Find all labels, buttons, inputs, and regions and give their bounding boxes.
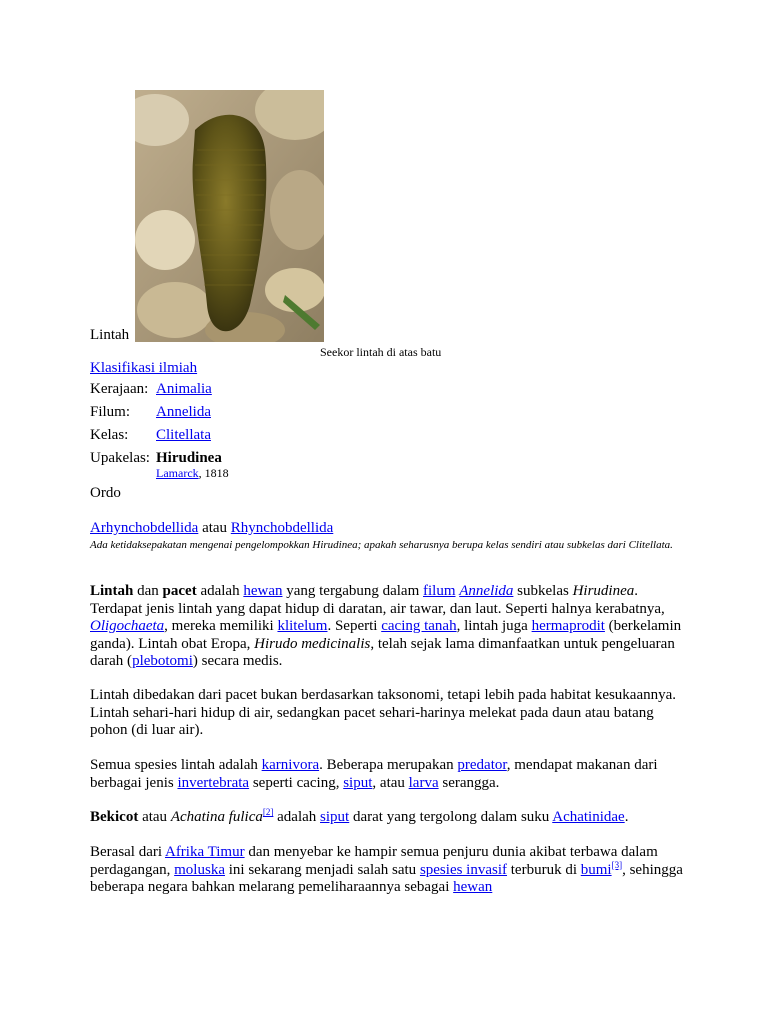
photo-caption: Seekor lintah di atas batu — [320, 345, 442, 359]
taxo-value-link[interactable]: Clitellata — [156, 427, 211, 443]
link-siput[interactable]: siput — [343, 774, 373, 791]
link-karnivora[interactable]: karnivora — [261, 757, 320, 773]
link-hermaprodit[interactable]: hermaprodit — [531, 618, 605, 634]
paragraph-pacet: Lintah dibedakan dari pacet bukan berdasarkan taksonomi, tetapi lebih pada habitat kesukaannya. Lintah sehari-hari hidup di air, sedangkan pacet sehari-harinya melekat pada daun atau batang pohon (di luar air). — [90, 687, 677, 738]
italic-term: Achatina fulica — [170, 809, 263, 825]
text: serangga. — [438, 774, 500, 791]
ordo-label: Ordo — [90, 485, 121, 501]
link-invertebrata[interactable]: invertebrata — [177, 774, 250, 791]
text: adalah — [196, 583, 244, 599]
footnote-link[interactable]: [2] — [262, 807, 274, 817]
link-filum[interactable]: filum — [423, 583, 456, 599]
text: , mendapat makanan dari berbagai jenis — [90, 757, 658, 791]
text: , telah sejak lama dimanfaatkan untuk pengeluaran darah ( — [90, 635, 675, 669]
text: , sehingga beberapa negara bahkan melarang pemeliharaannya sebagai — [90, 861, 683, 895]
link-klitelum[interactable]: klitelum — [277, 618, 328, 634]
ordo-sep: atau — [198, 520, 231, 536]
link-predator[interactable]: predator — [457, 757, 507, 773]
ordo-values — [90, 520, 333, 537]
authority-year: , 1818 — [198, 466, 229, 480]
text: , lintah juga — [456, 618, 532, 634]
link-achatinidae[interactable]: Achatinidae — [552, 809, 625, 825]
text: , mereka memiliki — [164, 618, 278, 634]
text: . — [624, 809, 629, 825]
text: Berasal dari — [90, 844, 165, 860]
text: atau — [138, 809, 171, 825]
text: adalah — [273, 809, 321, 825]
taxon-authority — [156, 466, 229, 481]
text: Semua spesies lintah adalah — [90, 757, 262, 773]
italic-term: Hirudo medicinalis — [254, 635, 371, 652]
taxo-value-bold: Hirudinea — [156, 450, 222, 466]
link-hewan[interactable]: hewan — [243, 583, 283, 599]
klasifikasi-link-text[interactable]: Klasifikasi ilmiah — [90, 360, 198, 376]
paragraph-karnivora — [90, 757, 688, 792]
text: yang tergabung dalam — [282, 583, 423, 599]
link-annelida[interactable]: Annelida — [459, 583, 514, 599]
text: seperti cacing, — [249, 774, 344, 791]
link-larva[interactable]: larva — [408, 774, 439, 791]
bold-term: Lintah — [90, 583, 134, 599]
ordo-link-b[interactable]: Rhynchobdellida — [230, 520, 334, 536]
paragraph-lintah — [90, 583, 688, 671]
link-plebotomi[interactable]: plebotomi — [132, 653, 193, 669]
text: dan — [133, 583, 163, 599]
classification-note: Ada ketidaksepakatan mengenai pengelompokkan Hirudinea; apakah seharusnya berupa kelas sendiri atau subkelas dari Clitellata. — [90, 539, 673, 551]
taxo-value-link[interactable]: Annelida — [156, 404, 211, 420]
taxo-label: Kerajaan: — [90, 381, 149, 397]
text: terburuk di — [507, 861, 581, 878]
taxo-row-kerajaan — [90, 381, 212, 398]
klasifikasi-link[interactable] — [90, 360, 197, 377]
text: dan menyebar ke hampir semua penjuru dunia akibat terbawa dalam perdagangan, — [90, 844, 658, 878]
text: . Seperti — [327, 618, 382, 634]
taxo-value-link[interactable]: Animalia — [156, 381, 212, 397]
link-spesies-invasif[interactable]: spesies invasif — [419, 861, 508, 878]
infobox-title: Lintah — [90, 327, 130, 343]
text: . Terdapat jenis lintah yang dapat hidup di daratan, air tawar, dan laut. Seperti halnya kerabatnya, — [90, 583, 665, 617]
link-moluska[interactable]: moluska — [174, 861, 225, 878]
leech-photo — [135, 90, 324, 342]
taxo-row-filum — [90, 404, 211, 421]
bold-term: Bekicot — [90, 809, 139, 825]
authority-link[interactable]: Lamarck — [156, 466, 199, 480]
paragraph-bekicot — [90, 809, 688, 827]
italic-term: Hirudinea — [572, 583, 635, 599]
taxo-label: Upakelas: — [90, 450, 150, 466]
link-afrika-timur[interactable]: Afrika Timur — [164, 844, 245, 860]
taxo-row-upakelas — [90, 450, 222, 467]
paragraph-asal — [90, 844, 688, 897]
text: (berkelamin ganda). Lintah obat Eropa, — [90, 618, 682, 652]
taxo-label: Filum: — [90, 404, 131, 420]
ordo-link-a[interactable]: Arhynchobdellida — [90, 520, 199, 536]
text: . Beberapa merupakan — [319, 757, 458, 773]
text: subkelas — [513, 583, 573, 599]
text: , atau — [372, 774, 409, 791]
link-cacing-tanah[interactable]: cacing tanah — [381, 618, 457, 634]
taxo-row-kelas — [90, 427, 211, 444]
text: darat yang tergolong dalam suku — [349, 809, 553, 825]
footnote-link[interactable]: [3] — [611, 859, 623, 870]
link-bumi[interactable]: bumi — [580, 861, 612, 878]
bold-term: pacet — [162, 583, 197, 599]
link-oligochaeta[interactable]: Oligochaeta — [90, 618, 165, 634]
text: ini sekarang menjadi salah satu — [224, 861, 420, 878]
link-hewan[interactable]: hewan — [453, 879, 493, 895]
taxo-label: Kelas: — [90, 427, 129, 443]
text: ) secara medis. — [192, 653, 283, 669]
link-siput[interactable]: siput — [320, 809, 350, 825]
